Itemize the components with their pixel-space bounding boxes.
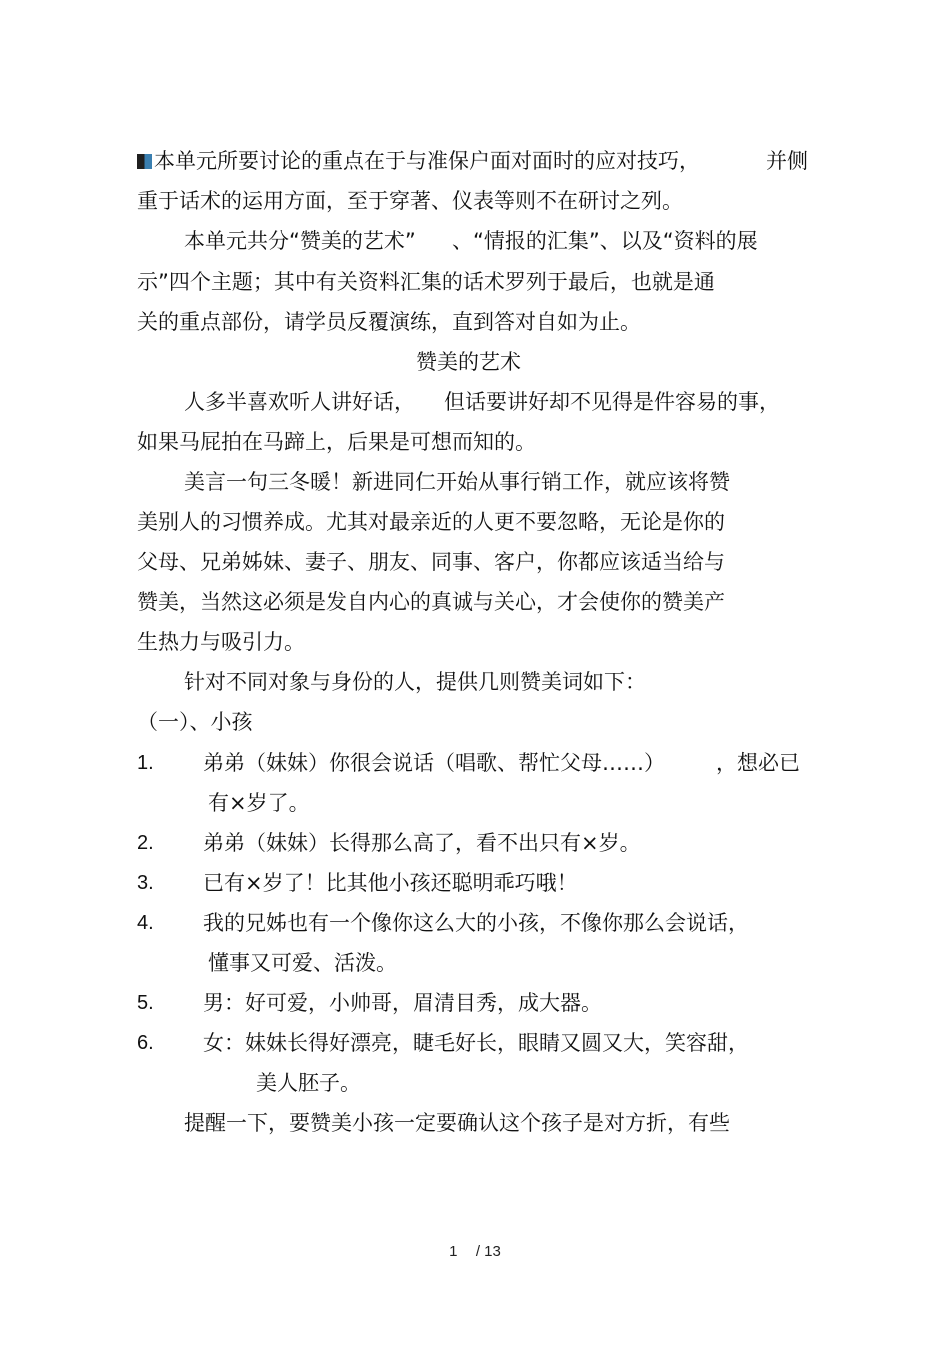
- para2-line-3: 父母、兄弟姊妹、妻子、朋友、同事、客户，你都应该适当给与: [137, 550, 725, 574]
- list-item-text: 女：妹妹长得好漂亮，睫毛好长，眼睛又圆又大，笑容甜，: [203, 1031, 749, 1055]
- intro-line-3b: 、“情报的汇集”、以及“资料的展: [452, 229, 758, 253]
- list-item-number: 6.: [137, 1032, 154, 1054]
- para2-line-1: 美言一句三冬暖！新进同仁开始从事行销工作，就应该将赞: [184, 470, 730, 494]
- intro-line-4: 示”四个主题；其中有关资料汇集的话术罗列于最后，也就是通: [137, 270, 715, 294]
- list-item-number: 5.: [137, 992, 154, 1014]
- intro-line-2: 重于话术的运用方面，至于穿著、仪表等则不在研讨之列。: [137, 189, 683, 213]
- para2-line-2: 美别人的习惯养成。尤其对最亲近的人更不要忽略，无论是你的: [137, 510, 725, 534]
- list-item-continuation: 美人胚子。: [256, 1071, 361, 1095]
- list-item-text: 弟弟（妹妹）长得那么高了，看不出只有×岁。: [203, 831, 641, 855]
- list-item-text: 弟弟（妹妹）你很会说话（唱歌、帮忙父母……）: [203, 751, 665, 775]
- para2-line-5: 生热力与吸引力。: [137, 630, 305, 654]
- intro-line-5: 关的重点部份，请学员反覆演练，直到答对自如为止。: [137, 310, 641, 334]
- page-current: 1: [449, 1243, 458, 1260]
- para4: 提醒一下，要赞美小孩一定要确认这个孩子是对方折，有些: [184, 1111, 730, 1135]
- list-item-text: 已有×岁了！比其他小孩还聪明乖巧哦！: [203, 871, 578, 895]
- section-title: 赞美的艺术: [416, 350, 521, 374]
- para1-line-2: 如果马屁拍在马蹄上，后果是可想而知的。: [137, 430, 536, 454]
- list-item-continuation: 懂事又可爱、活泼。: [208, 951, 397, 975]
- page-total: 13: [484, 1243, 501, 1260]
- para1-line-1a: 人多半喜欢听人讲好话，: [184, 390, 415, 414]
- list-item-continuation: 有×岁了。: [208, 791, 310, 815]
- list-item-text-tail: ，想必已: [716, 751, 800, 775]
- list-item-text: 我的兄姊也有一个像你这么大的小孩，不像你那么会说话，: [203, 911, 749, 935]
- page-separator: /: [475, 1243, 480, 1260]
- page-number: [0, 1243, 950, 1260]
- intro-line-1-tail: 并侧: [766, 149, 808, 173]
- list-item-text: 男：好可爱，小帅哥，眉清目秀，成大器。: [203, 991, 602, 1015]
- intro-line-1: 本单元所要讨论的重点在于与准保户面对面时的应对技巧，: [137, 146, 700, 176]
- para2-line-4: 赞美，当然这必须是发自内心的真诚与关心，才会使你的赞美产: [137, 590, 725, 614]
- subhead-children: （一）、小孩: [137, 710, 253, 734]
- para3: 针对不同对象与身份的人，提供几则赞美词如下：: [184, 670, 646, 694]
- list-item-number: 3.: [137, 872, 154, 894]
- list-item-number: 1.: [137, 752, 154, 774]
- intro-line-3a: 本单元共分“赞美的艺术”: [184, 229, 416, 253]
- list-item-number: 2.: [137, 832, 154, 854]
- list-item-number: 4.: [137, 912, 154, 934]
- para1-line-1b: 但话要讲好却不见得是件容易的事，: [444, 390, 780, 414]
- bullet-icon: [137, 154, 152, 169]
